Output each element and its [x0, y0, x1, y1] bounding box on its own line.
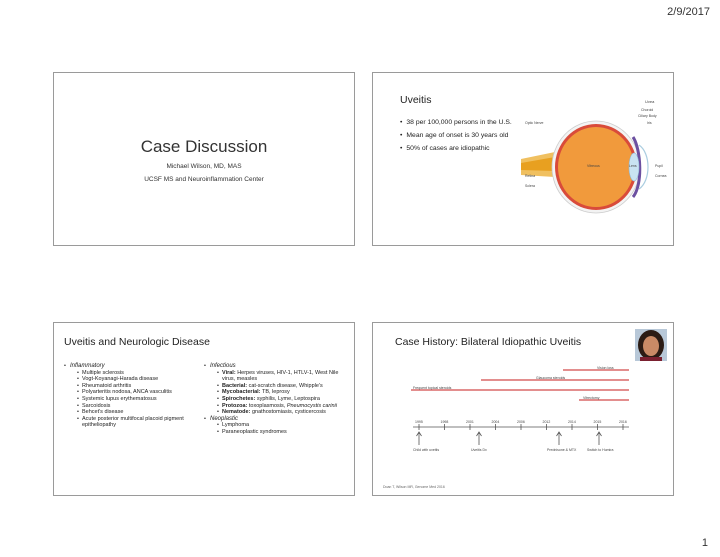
citation: Doan T, Wilson MR, Genome Med 2016 [383, 485, 445, 489]
slide-case-history [372, 322, 674, 496]
svg-text:Switch to Humira: Switch to Humira [587, 448, 614, 452]
label-retina: Retina [525, 174, 536, 178]
timeline-year [619, 420, 627, 430]
timeline-year [415, 420, 423, 430]
timeline-bar [481, 376, 629, 380]
list-item: • Bacterial: cat-scratch disease, Whipple's [217, 383, 349, 390]
svg-text:Frequent topical steroids: Frequent topical steroids [413, 386, 452, 390]
list-item: • Mycobacterial: TB, leprosy [217, 389, 349, 396]
bullet-item: • Mean age of onset is 30 years old [400, 132, 508, 139]
list-item: • Protozoa: toxoplasmosis, Pneumocystis carinii [217, 403, 349, 410]
svg-text:1998: 1998 [440, 420, 449, 424]
infectious-column [204, 363, 349, 436]
timeline-year [466, 420, 474, 430]
slide-uveitis [372, 72, 674, 246]
svg-text:2015: 2015 [593, 420, 602, 424]
svg-text:2001: 2001 [466, 420, 474, 424]
slide-title: Case History: Bilateral Idiopathic Uveitis [395, 336, 582, 348]
timeline-bar [563, 366, 629, 370]
svg-text:Vitrectomy: Vitrectomy [583, 396, 600, 400]
slide-title: Uveitis [400, 94, 432, 106]
svg-text:Uveitis Dx: Uveitis Dx [471, 448, 487, 452]
svg-text:Child with uveitis: Child with uveitis [413, 448, 440, 452]
list-item: • Behcet's disease [77, 409, 202, 416]
patient-photo [635, 329, 667, 361]
svg-text:2006: 2006 [517, 420, 525, 424]
svg-text:1995: 1995 [415, 420, 423, 424]
slide-case-discussion [53, 72, 355, 246]
label-choroid: Choroid [641, 108, 654, 112]
case-timeline [411, 365, 636, 480]
timeline-year [492, 420, 500, 430]
list-item: • Multiple sclerosis [77, 370, 202, 377]
list-item: • Nematode: gnathostomiasis, cysticercosis [217, 409, 349, 416]
timeline-event [547, 432, 577, 452]
label-iris: Iris [647, 121, 652, 125]
svg-text:Prednisone & MTX: Prednisone & MTX [547, 448, 577, 452]
label-ciliary-body: Ciliary Body [638, 114, 657, 118]
label-optic-nerve: Optic Nerve [525, 121, 544, 125]
list-item: • Paraneoplastic syndromes [217, 429, 349, 436]
eye-anatomy-diagram [521, 97, 671, 217]
timeline-event [413, 432, 439, 452]
bullet-item: • 38 per 100,000 persons in the U.S. [400, 119, 512, 126]
label-sclera: Sclera [525, 184, 535, 188]
neoplastic-heading: Neoplastic [210, 415, 239, 422]
timeline-bar [411, 386, 629, 390]
slide-uveitis-neurologic-disease [53, 322, 355, 496]
label-uvea: Uvea [645, 99, 655, 104]
list-item: • Viral: Herpes viruses, HIV-1, HTLV-1, West Nile virus, measles [217, 370, 349, 383]
label-lens: Lens [629, 164, 637, 168]
svg-text:2016: 2016 [619, 420, 627, 424]
timeline-event [471, 432, 487, 452]
timeline-year [543, 420, 551, 430]
inflammatory-heading: Inflammatory [70, 363, 105, 369]
timeline-bar [579, 396, 629, 400]
list-item: • Lymphoma [217, 422, 349, 429]
timeline-event [587, 432, 614, 452]
slide-title: Uveitis and Neurologic Disease [64, 336, 210, 348]
slide-title: Case Discussion [140, 137, 268, 156]
inflammatory-column [64, 363, 202, 429]
svg-text:2014: 2014 [568, 420, 576, 424]
svg-text:2012: 2012 [542, 420, 551, 424]
label-vitreous: Vitreous [587, 164, 600, 168]
author-affiliation: UCSF MS and Neuroinflammation Center [144, 176, 264, 183]
label-cornea: Cornea [655, 174, 667, 178]
timeline-year [517, 420, 525, 430]
list-item: • Polyarteritis nodosa, ANCA vasculitis [77, 389, 202, 396]
page-number: 1 [701, 537, 708, 549]
svg-text:Vision loss: Vision loss [597, 366, 614, 370]
timeline-year [594, 420, 602, 430]
list-item: • Acute posterior multifocal placoid pigment epitheliopathy [77, 416, 202, 429]
infectious-heading: Infectious [210, 363, 236, 369]
list-item: • Spirochetes: syphilis, Lyme, Leptospira [217, 396, 349, 403]
header-date: 2/9/2017 [667, 6, 710, 18]
timeline-year [568, 420, 576, 430]
timeline-year [441, 420, 449, 430]
list-item: • Rheumatoid arthritis [77, 383, 202, 390]
author-name: Michael Wilson, MD, MAS [166, 163, 242, 170]
list-item: • Vogt-Koyanagi-Harada disease [77, 376, 202, 383]
svg-text:Glaucoma steroids: Glaucoma steroids [536, 376, 566, 380]
list-item: • Sarcoidosis [77, 403, 202, 410]
label-pupil: Pupil [655, 164, 663, 168]
list-item: • Systemic lupus erythematosus [77, 396, 202, 403]
svg-text:2004: 2004 [491, 420, 500, 424]
bullet-item: • 50% of cases are idiopathic [400, 145, 490, 152]
